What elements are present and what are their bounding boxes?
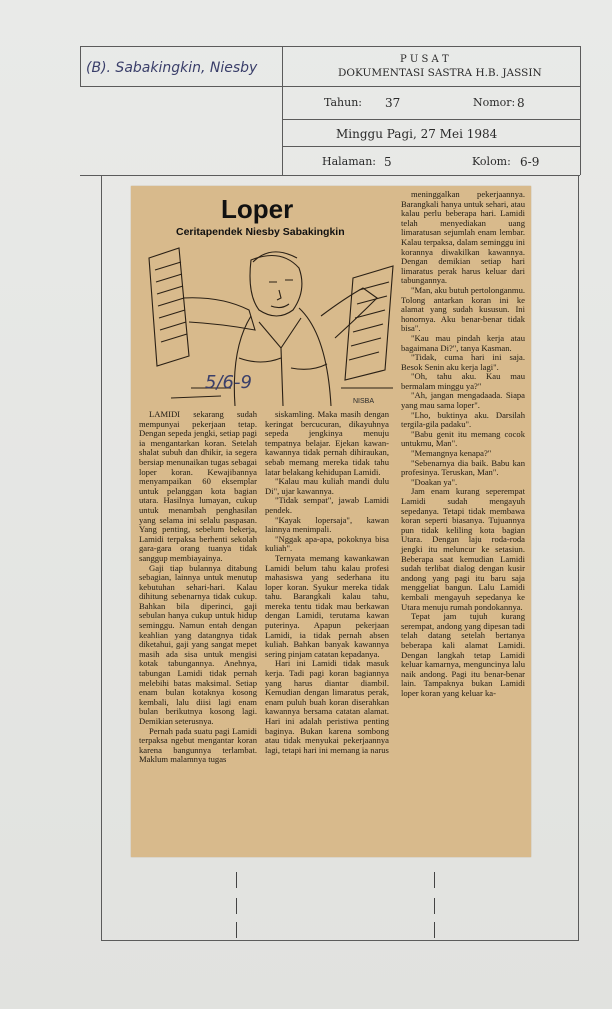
paragraph: "Sebenarnya dia baik. Babu kan profesinya. Teruskan, Man".: [401, 457, 525, 478]
paragraph: Gaji tiap bulannya ditabung sebagian, lainnya untuk menutup kebutuhan sehari-hari. Kalau dihitung sebenarnya tidak cukup. Bahkan bila diperinci, gaji sebulan hanya cukup untuk hidup seminggu. Namun entah dengan keahlian yang datangnya tidak diketahui, gaji yang sangat mepet masih ada sisa untuk mengisi kotak tabungannya. Anehnya, tabungan Lamidi tidak pernah melebihi batas maksimal. Setiap enam bulan kotaknya kosong kembali, lalu diisi lagi enam bulan berikutnya kosong lagi. Demikian seterusnya.: [139, 562, 257, 726]
body-left-rule: [101, 175, 102, 940]
story-title: Loper: [221, 194, 294, 224]
nomor-value: 8: [517, 96, 525, 110]
newspaper-boy-illustration-icon: [131, 238, 399, 408]
body-bottom-rule: [101, 940, 579, 941]
paragraph: "Memangnya kenapa?": [411, 448, 492, 459]
paragraph: Tepat jam tujuh kurang serempat, andong yang dipesan tadi telah datang setelah bertanya beberapa kali alamat Lamidi. Dengan langkah tetap Lamidi keluar kamarnya, menguncinya lalu naik andong. Pagi itu benar-benar lain. Tampaknya bukan Lamidi loper koran yang keluar ka-: [401, 611, 525, 698]
cut-mark: [434, 922, 435, 938]
newspaper-clipping: [131, 186, 531, 857]
paragraph: "Nggak apa-apa, pokoknya bisa kuliah".: [265, 533, 389, 554]
header-divider-rule: [282, 46, 283, 175]
kolom-value: 6-9: [520, 155, 540, 169]
story-column-2: [265, 410, 389, 755]
header-date-rule: [282, 146, 580, 147]
body-right-rule: [578, 175, 579, 940]
tahun-label: Tahun:: [324, 96, 363, 109]
halaman-value: 5: [384, 155, 392, 169]
org-line-2: DOKUMENTASI SASTRA H.B. JASSIN: [338, 67, 542, 79]
paragraph: "Doakan ya".: [411, 476, 458, 487]
paragraph: "Kayak lopersaja", kawan lainnya menimpali.: [265, 514, 389, 535]
paragraph: "Lho, buktinya aku. Darsilah tergila-gila padaku".: [401, 409, 525, 430]
paragraph: "Oh, tahu aku. Kau mau bermalam minggu ya?": [401, 371, 525, 391]
paragraph: meninggalkan pekerjaannya. Barangkali hanya untuk sehari, atau kalau perlu beberapa hari. Lamidi telah menyediakan uang limaratusan sejumlah enam lembar. Kalau terpaksa, dalam seminggu ini korannya diwakilkan kawannya. Dengan demikian setiap hari limaratus perak harus keluar dari tabungannya.: [401, 189, 525, 286]
header-right-rule: [580, 46, 581, 175]
paragraph: "Kalau mau kuliah mandi dulu Di", ujar kawannya.: [265, 476, 389, 496]
paragraph: "Ah, jangan mengadaada. Siapa yang mau sama loper".: [401, 390, 525, 411]
cut-mark: [236, 922, 237, 938]
header-left-rule: [80, 46, 81, 86]
story-byline: Ceritapendek Niesby Sabakingkin: [176, 226, 345, 238]
publication-date: Minggu Pagi, 27 Mei 1984: [336, 127, 498, 141]
paragraph: Hari ini Lamidi tidak masuk kerja. Tadi pagi koran bagiannya yang harus diantar diambil. Kemudian dengan limaratus perak, enam puluh buah koran diserahkan kawannya bersama catatan alamat. Hari ini adalah peristiwa penting baginya. Bukan karena sombong atau tidak menyukai pekerjaannya lagi, tetapi hari ini memang ia narus: [265, 658, 389, 755]
kolom-label: Kolom:: [472, 155, 511, 168]
halaman-label: Halaman:: [322, 155, 377, 168]
handwritten-column-note: 5/6-9: [205, 372, 252, 393]
cut-mark: [236, 898, 237, 914]
paragraph: "Man, aku butuh pertolonganmu. Tolong antarkan koran ini ke alamat yang sudah kususun. Ini honornya. Aku benar-benar tidak bisa".: [401, 284, 526, 334]
illustrator-signature: NISBA: [353, 398, 375, 405]
paragraph: "Kau mau pindah kerja atau bagaimana Di?", tanya Kasman.: [401, 332, 525, 353]
nomor-label: Nomor:: [473, 96, 516, 109]
paragraph: Ternyata memang kawankawan Lamidi belum tahu kalau profesi mahasiswa yang sederhana itu loper koran. Syukur mereka tidak tahu. Barangkali kalau tahu, mereka tentu tidak mau berkawan dengan Lamidi, terutama kawan puterinya. Apapun pekerjaan Lamidi, ia tidak pernah absen kuliah. Bahkan banyak kawannya sering pinjam catatan kepadanya.: [265, 552, 389, 659]
paragraph: LAMIDI sekarang sudah mempunyai pekerjaan tetap. Dengan sepeda jengki, setiap pagi ia mengantarkan koran. Setelah shalat subuh dan dhikir, ia segera bersiap menunaikan tugas sebagai loper koran. Kewajibannya menyampaikan 60 eksemplar untuk pelanggan kota bagian utara. Hasilnya lumayan, cukup untuk menambah penghasilan yang selama ini selalu paspasan. Yang penting, sebelum bekerja, Lamidi terpaksa berhenti sekolah gara-gara orang tuanya tidak sanggup membiayainya.: [139, 409, 257, 563]
paragraph: "Tidak, cuma hari ini saja. Besok Senin aku kerja lagi".: [401, 352, 525, 372]
header-bottom-rule: [80, 175, 580, 176]
org-line-1: P U S A T: [400, 54, 449, 65]
story-column-1: [139, 410, 257, 765]
cut-mark: [434, 898, 435, 914]
paragraph: siskamling. Maka masih dengan keringat bercucuran, dikayuhnya sepeda jengkinya menuju tempatnya belajar. Ejekan kawan-kawannya tidak pernah dihiraukan, sebab memang mereka tidak tahu latar belakang kehidupan Lamidi.: [265, 409, 389, 477]
story-column-3: [401, 190, 525, 698]
paragraph: Jam enam kurang seperempat Lamidi sudah mengayuh sepedanya. Tetapi tidak membawa koran seperti biasanya. Tujuannya pun tidak keliling kota bagian Utara. Dengan laju roda-roda jengki itu meluncur ke setasiun. Beberapa saat kemudian Lamidi sudah terlibat dialog dengan kusir andong yang pagi itu baru saja menggeliat bangun. Lalu Lamidi kembali mengayuh sepedanya ke Utara menuju rumah pondokannya.: [401, 486, 525, 612]
cut-mark: [236, 872, 237, 888]
tahun-value: 37: [385, 96, 401, 110]
paragraph: "Babu genit itu memang cocok untukmu, Man".: [401, 428, 525, 449]
paragraph: Pernah pada suatu pagi Lamidi terpaksa ngebut mengantar koran karena bangunnya terlambat. Maklum malamnya tugas: [139, 725, 257, 765]
header-mid-rule: [80, 86, 580, 87]
header-tahun-rule: [282, 119, 580, 120]
handwritten-author-label: (B). Sabakingkin, Niesby: [86, 60, 258, 76]
header-top-rule: [80, 46, 580, 47]
paragraph: "Tidak sempat", jawab Lamidi pendek.: [265, 495, 389, 515]
cut-mark: [434, 872, 435, 888]
